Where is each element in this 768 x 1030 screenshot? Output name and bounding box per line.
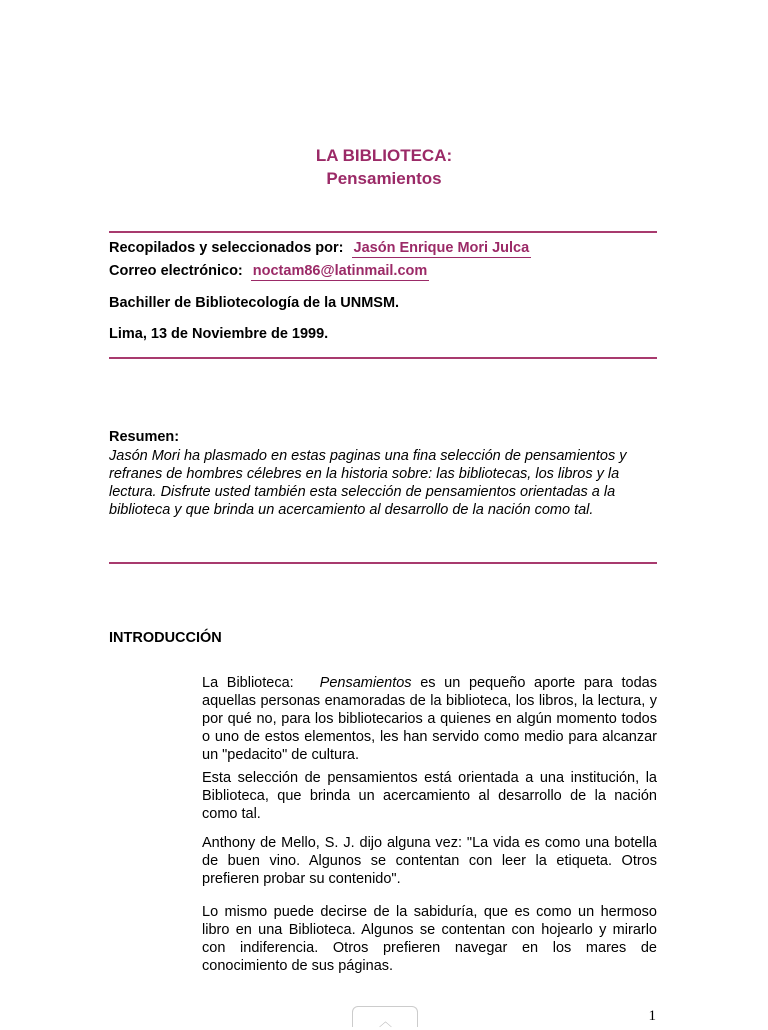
intro-paragraph-2: Esta selección de pensamientos está orientada a una institución, la Biblioteca, que brinda un acercamiento al desarrollo de la nación como tal. <box>202 770 657 822</box>
document-title <box>0 144 768 190</box>
email-link[interactable]: noctam86@latinmail.com <box>252 263 428 279</box>
degree-line: Bachiller de Bibliotecología de la UNMSM. <box>109 295 400 311</box>
compiled-by-line <box>109 240 531 256</box>
title-line-2: Pensamientos <box>326 169 442 188</box>
page-number: 1 <box>648 1008 656 1024</box>
divider <box>109 562 657 564</box>
intro-paragraph-1 <box>202 674 657 764</box>
intro-paragraph-4: Lo mismo puede decirse de la sabiduría, que es como un hermoso libro en una Biblioteca. Algunos se contentan con hojearlo y mirarlo con indiferencia. Otros prefieren navegar en los mares de conocimiento de sus páginas. <box>202 904 657 974</box>
intro-p1-lead: La Biblioteca: <box>202 675 294 691</box>
summary-heading: Resumen: <box>109 429 180 445</box>
place-date-line: Lima, 13 de Noviembre de 1999. <box>109 326 329 342</box>
divider <box>109 231 657 233</box>
intro-heading: INTRODUCCIÓN <box>109 630 222 646</box>
compiled-by-label: Recopilados y seleccionados por: <box>109 240 344 256</box>
intro-p1-italic: Pensamientos <box>319 675 412 691</box>
intro-paragraph-3: Anthony de Mello, S. J. dijo alguna vez: "La vida es como una botella de buen vino. Algunos se contentan con leer la etiqueta. Otros prefieren probar su contenido". <box>202 835 657 887</box>
summary-text: Jasón Mori ha plasmado en estas paginas una fina selección de pensamientos y refranes de hombres célebres en la historia sobre: las bibliotecas, los libros y la lectura. Disfrute usted también esta selección de pensamientos orientadas a la biblioteca y que brinda un acercamiento al desarrollo de la nación como tal. <box>109 448 627 518</box>
email-line <box>109 263 429 279</box>
author-link[interactable]: Jasón Enrique Mori Julca <box>353 240 530 256</box>
divider <box>109 357 657 359</box>
title-line-1: LA BIBLIOTECA: <box>315 146 453 165</box>
email-label: Correo electrónico: <box>109 263 243 279</box>
chevron-up-icon: ︿ <box>379 1014 393 1029</box>
intro-p1-rest: es un pequeño aporte para todas aquellas personas enamoradas de la biblioteca, los libros, la lectura, y por qué no, para los bibliotecarios a quienes en algún momento todos o uno de estos elementos, les han servido como medio para alcanzar un "pedacito" de cultura. <box>202 675 657 763</box>
